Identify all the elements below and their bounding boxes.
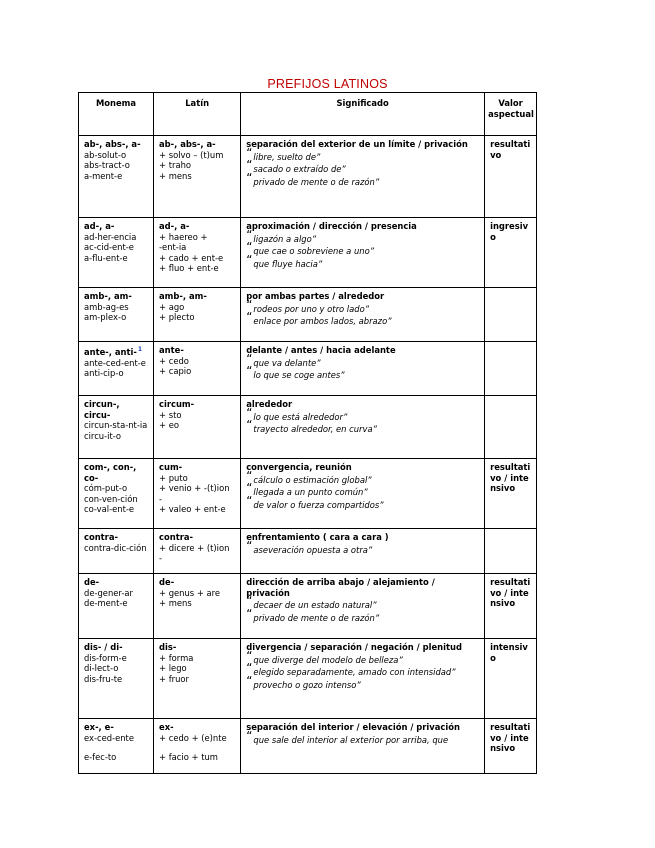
monema-example: circu-it-o: [84, 430, 122, 441]
monema-cell: [79, 574, 154, 639]
prefix-table: [78, 92, 537, 774]
monema-example: anti-cip-o: [84, 368, 124, 379]
page-title: PREFIJOS LATINOS: [267, 77, 388, 91]
significado-quote: “que diverge del modelo de belleza”: [246, 648, 403, 665]
monema-example: circu-: [84, 409, 111, 420]
monema-cell: [79, 136, 154, 218]
significado-quote: “rodeos por uno y otro lado”: [246, 297, 370, 314]
significado-quote: “que sale del interior al exterior por arriba, que: [246, 728, 449, 745]
monema-example: e-fec-to: [84, 752, 117, 763]
significado-title: dirección de arriba abajo / alejamiento / privación: [246, 577, 435, 598]
significado-title: enfrentamiento ( cara a cara ): [246, 532, 389, 542]
monema-example: abs-tract-o: [84, 160, 130, 171]
monema-example: di-lect-o: [84, 663, 119, 674]
significado-cell: [241, 288, 485, 342]
latin-cell: [154, 342, 241, 396]
monema-example: ab-solut-o: [84, 149, 127, 160]
monema-prefix: com-, con-,: [84, 462, 137, 472]
monema-prefix: amb-, am-: [84, 291, 132, 301]
significado-title: alrededor: [246, 399, 293, 409]
significado-title: convergencia, reunión: [246, 462, 352, 472]
monema-example: co-: [84, 472, 99, 483]
quote-mark: “: [246, 170, 253, 185]
significado-quote: “que cae o sobreviene a uno”: [246, 240, 375, 257]
table-row: [79, 288, 537, 342]
significado-quote: “que fluye hacia”: [246, 252, 323, 269]
quote-mark: “: [246, 227, 253, 242]
table-row: [79, 396, 537, 459]
monema-example: de-ment-e: [84, 598, 128, 609]
quote-mark: “: [246, 418, 253, 433]
valor-cell: [485, 639, 537, 719]
quote-mark: “: [246, 145, 253, 160]
latin-part: -ent-ia: [159, 242, 187, 253]
significado-cell: [241, 529, 485, 574]
latin-part: + genus + are: [159, 587, 221, 598]
table-body: [79, 136, 537, 774]
quote-mark: “: [246, 673, 253, 688]
valor-cell: [485, 574, 537, 639]
monema-cell: [79, 639, 154, 719]
header-valor-label: Valor aspectual: [488, 98, 534, 119]
monema-example: ac-cid-ent-e: [84, 242, 134, 253]
significado-title: separación del interior / elevación / privación: [246, 722, 460, 732]
quote-mark: “: [246, 240, 253, 255]
monema-prefix: circun-,: [84, 399, 120, 409]
latin-root: de-: [159, 577, 175, 587]
monema-cell: [79, 459, 154, 529]
table-row: [79, 136, 537, 218]
latin-cell: [154, 136, 241, 218]
monema-example: cóm-put-o: [84, 483, 128, 494]
monema-example: ad-her-encia: [84, 231, 137, 242]
latin-root: ab-, abs-, a-: [159, 139, 216, 149]
valor-cell: [485, 288, 537, 342]
latin-cell: [154, 288, 241, 342]
latin-cell: [154, 529, 241, 574]
significado-quote: “libre, suelto de”: [246, 145, 321, 162]
monema-cell: [79, 719, 154, 774]
significado-quote: “lo que se coge antes”: [246, 364, 345, 381]
quote-mark: “: [246, 538, 253, 553]
latin-cell: [154, 218, 241, 288]
significado-cell: [241, 218, 485, 288]
significado-quote: “elegido separadamente, amado con intensidad”: [246, 661, 456, 678]
latin-part: + plecto: [159, 312, 195, 323]
table-row: [79, 639, 537, 719]
monema-cell: [79, 218, 154, 288]
latin-part: + haereo +: [159, 231, 208, 242]
monema-cell: [79, 396, 154, 459]
monema-prefix: ex-, e-: [84, 722, 114, 732]
significado-cell: [241, 574, 485, 639]
monema-example: circun-sta-nt-ia: [84, 420, 148, 431]
monema-example: ex-ced-ente: [84, 732, 134, 743]
latin-part: + solvo – (t)um: [159, 149, 224, 160]
quote-mark: “: [246, 493, 253, 508]
latin-part: -: [159, 493, 163, 504]
latin-part: + cedo + (e)nte: [159, 732, 227, 743]
monema-example: de-gener-ar: [84, 587, 133, 598]
monema-prefix: contra-: [84, 532, 118, 542]
latin-root: contra-: [159, 532, 193, 542]
table-row: [79, 574, 537, 639]
monema-example: a-flu-ent-e: [84, 252, 128, 263]
valor-cell: [485, 218, 537, 288]
quote-mark: “: [246, 252, 253, 267]
valor-cell: [485, 529, 537, 574]
quote-mark: “: [246, 297, 253, 312]
significado-title: separación del exterior de un límite / privación: [246, 139, 468, 149]
latin-root: ad-, a-: [159, 221, 190, 231]
significado-quote: “ligazón a algo”: [246, 227, 317, 244]
quote-mark: “: [246, 661, 253, 676]
significado-cell: [241, 719, 485, 774]
significado-cell: [241, 136, 485, 218]
quote-mark: “: [246, 728, 253, 743]
latin-root: ante-: [159, 345, 184, 355]
quote-mark: “: [246, 468, 253, 483]
table-row: [79, 719, 537, 774]
valor-aspectual: resultativo: [490, 139, 531, 160]
significado-quote: “decaer de un estado natural”: [246, 594, 377, 611]
latin-part: + traho: [159, 160, 192, 171]
monema-example: con-ven-ción: [84, 493, 138, 504]
latin-cell: [154, 459, 241, 529]
monema-prefix: ante-, anti-$^1$: [84, 346, 143, 357]
valor-aspectual: resultativo / intensivo: [490, 577, 531, 609]
latin-part: + ago: [159, 301, 185, 312]
latin-part: + cado + ent-e: [159, 252, 224, 263]
latin-part: -: [159, 553, 163, 564]
significado-quote: “privado de mente o de razón”: [246, 606, 380, 623]
significado-quote: “de valor o fuerza compartidos”: [246, 493, 384, 510]
latin-part: + valeo + ent-e: [159, 504, 226, 515]
monema-cell: [79, 288, 154, 342]
monema-prefix: ab-, abs-, a-: [84, 139, 141, 149]
spacer: [84, 743, 148, 752]
quote-mark: “: [246, 648, 253, 663]
monema-prefix: ad-, a-: [84, 221, 115, 231]
monema-prefix: dis- / di-: [84, 642, 123, 652]
table-row: [79, 218, 537, 288]
significado-title: por ambas partes / alrededor: [246, 291, 385, 301]
significado-cell: [241, 639, 485, 719]
valor-aspectual: intensivo: [490, 642, 528, 663]
latin-part: + cedo: [159, 355, 189, 366]
header-significado: Significado: [241, 93, 485, 136]
latin-root: cum-: [159, 462, 183, 472]
valor-cell: [485, 396, 537, 459]
quote-mark: “: [246, 405, 253, 420]
monema-example: a-ment-e: [84, 170, 123, 181]
valor-cell: [485, 459, 537, 529]
quote-mark: “: [246, 364, 253, 379]
significado-cell: [241, 459, 485, 529]
spacer: [159, 743, 235, 752]
latin-root: circum-: [159, 399, 195, 409]
latin-part: + fluo + ent-e: [159, 263, 219, 274]
quote-mark: “: [246, 606, 253, 621]
significado-cell: [241, 396, 485, 459]
latin-part: + mens: [159, 170, 192, 181]
significado-title: aproximación / dirección / presencia: [246, 221, 417, 231]
monema-example: dis-form-e: [84, 652, 127, 663]
header-monema: Monema: [79, 93, 154, 136]
latin-root: dis-: [159, 642, 177, 652]
latin-part: + venio + -(t)ion: [159, 483, 230, 494]
monema-example: co-val-ent-e: [84, 504, 135, 515]
latin-cell: [154, 574, 241, 639]
significado-title: delante / antes / hacia adelante: [246, 345, 396, 355]
header-row: [79, 93, 537, 136]
significado-title: divergencia / separación / negación / plenitud: [246, 642, 462, 652]
monema-prefix: de-: [84, 577, 100, 587]
significado-quote: “provecho o gozo intenso”: [246, 673, 361, 690]
valor-aspectual: resultativo / intensivo: [490, 722, 531, 754]
latin-part: + facio + tum: [159, 752, 218, 763]
significado-quote: “aseveración opuesta a otra”: [246, 538, 373, 555]
latin-part: + mens: [159, 598, 192, 609]
significado-quote: “privado de mente o de razón”: [246, 170, 380, 187]
significado-quote: “trayecto alrededor, en curva”: [246, 418, 377, 435]
monema-example: dis-fru-te: [84, 673, 123, 684]
latin-part: + lego: [159, 663, 187, 674]
footnote-ref: 1: [137, 346, 143, 353]
quote-mark: “: [246, 158, 253, 173]
latin-part: + forma: [159, 652, 194, 663]
valor-cell: [485, 136, 537, 218]
monema-cell: [79, 529, 154, 574]
latin-cell: [154, 719, 241, 774]
latin-part: + dicere + (t)ion: [159, 542, 230, 553]
latin-part: + eo: [159, 420, 179, 431]
significado-quote: “lo que está alrededor”: [246, 405, 348, 422]
latin-root: ex-: [159, 722, 174, 732]
monema-example: ante-ced-ent-e: [84, 357, 146, 368]
latin-part: + capio: [159, 366, 192, 377]
valor-aspectual: ingresivo: [490, 221, 529, 242]
latin-root: amb-, am-: [159, 291, 207, 301]
latin-part: + puto: [159, 472, 188, 483]
significado-quote: “enlace por ambos lados, abrazo”: [246, 310, 392, 327]
table-row: [79, 529, 537, 574]
table-row: [79, 459, 537, 529]
significado-quote: “llegada a un punto común”: [246, 481, 368, 498]
latin-cell: [154, 396, 241, 459]
significado-quote: “cálculo o estimación global”: [246, 468, 372, 485]
quote-mark: “: [246, 351, 253, 366]
monema-example: amb-ag-es: [84, 301, 129, 312]
monema-example: contra-dic-ción: [84, 542, 147, 553]
significado-quote: “que va delante”: [246, 351, 321, 368]
significado-quote: “sacado o extraído de”: [246, 158, 346, 175]
latin-part: + sto: [159, 409, 182, 420]
quote-mark: “: [246, 481, 253, 496]
table-row: [79, 342, 537, 396]
valor-cell: [485, 342, 537, 396]
valor-cell: [485, 719, 537, 774]
valor-aspectual: resultativo / intensivo: [490, 462, 531, 494]
quote-mark: “: [246, 594, 253, 609]
latin-cell: [154, 639, 241, 719]
monema-example: am-plex-o: [84, 312, 127, 323]
header-latin: Latín: [154, 93, 241, 136]
latin-part: + fruor: [159, 673, 189, 684]
monema-cell: [79, 342, 154, 396]
significado-cell: [241, 342, 485, 396]
header-valor: [485, 93, 537, 136]
quote-mark: “: [246, 310, 253, 325]
